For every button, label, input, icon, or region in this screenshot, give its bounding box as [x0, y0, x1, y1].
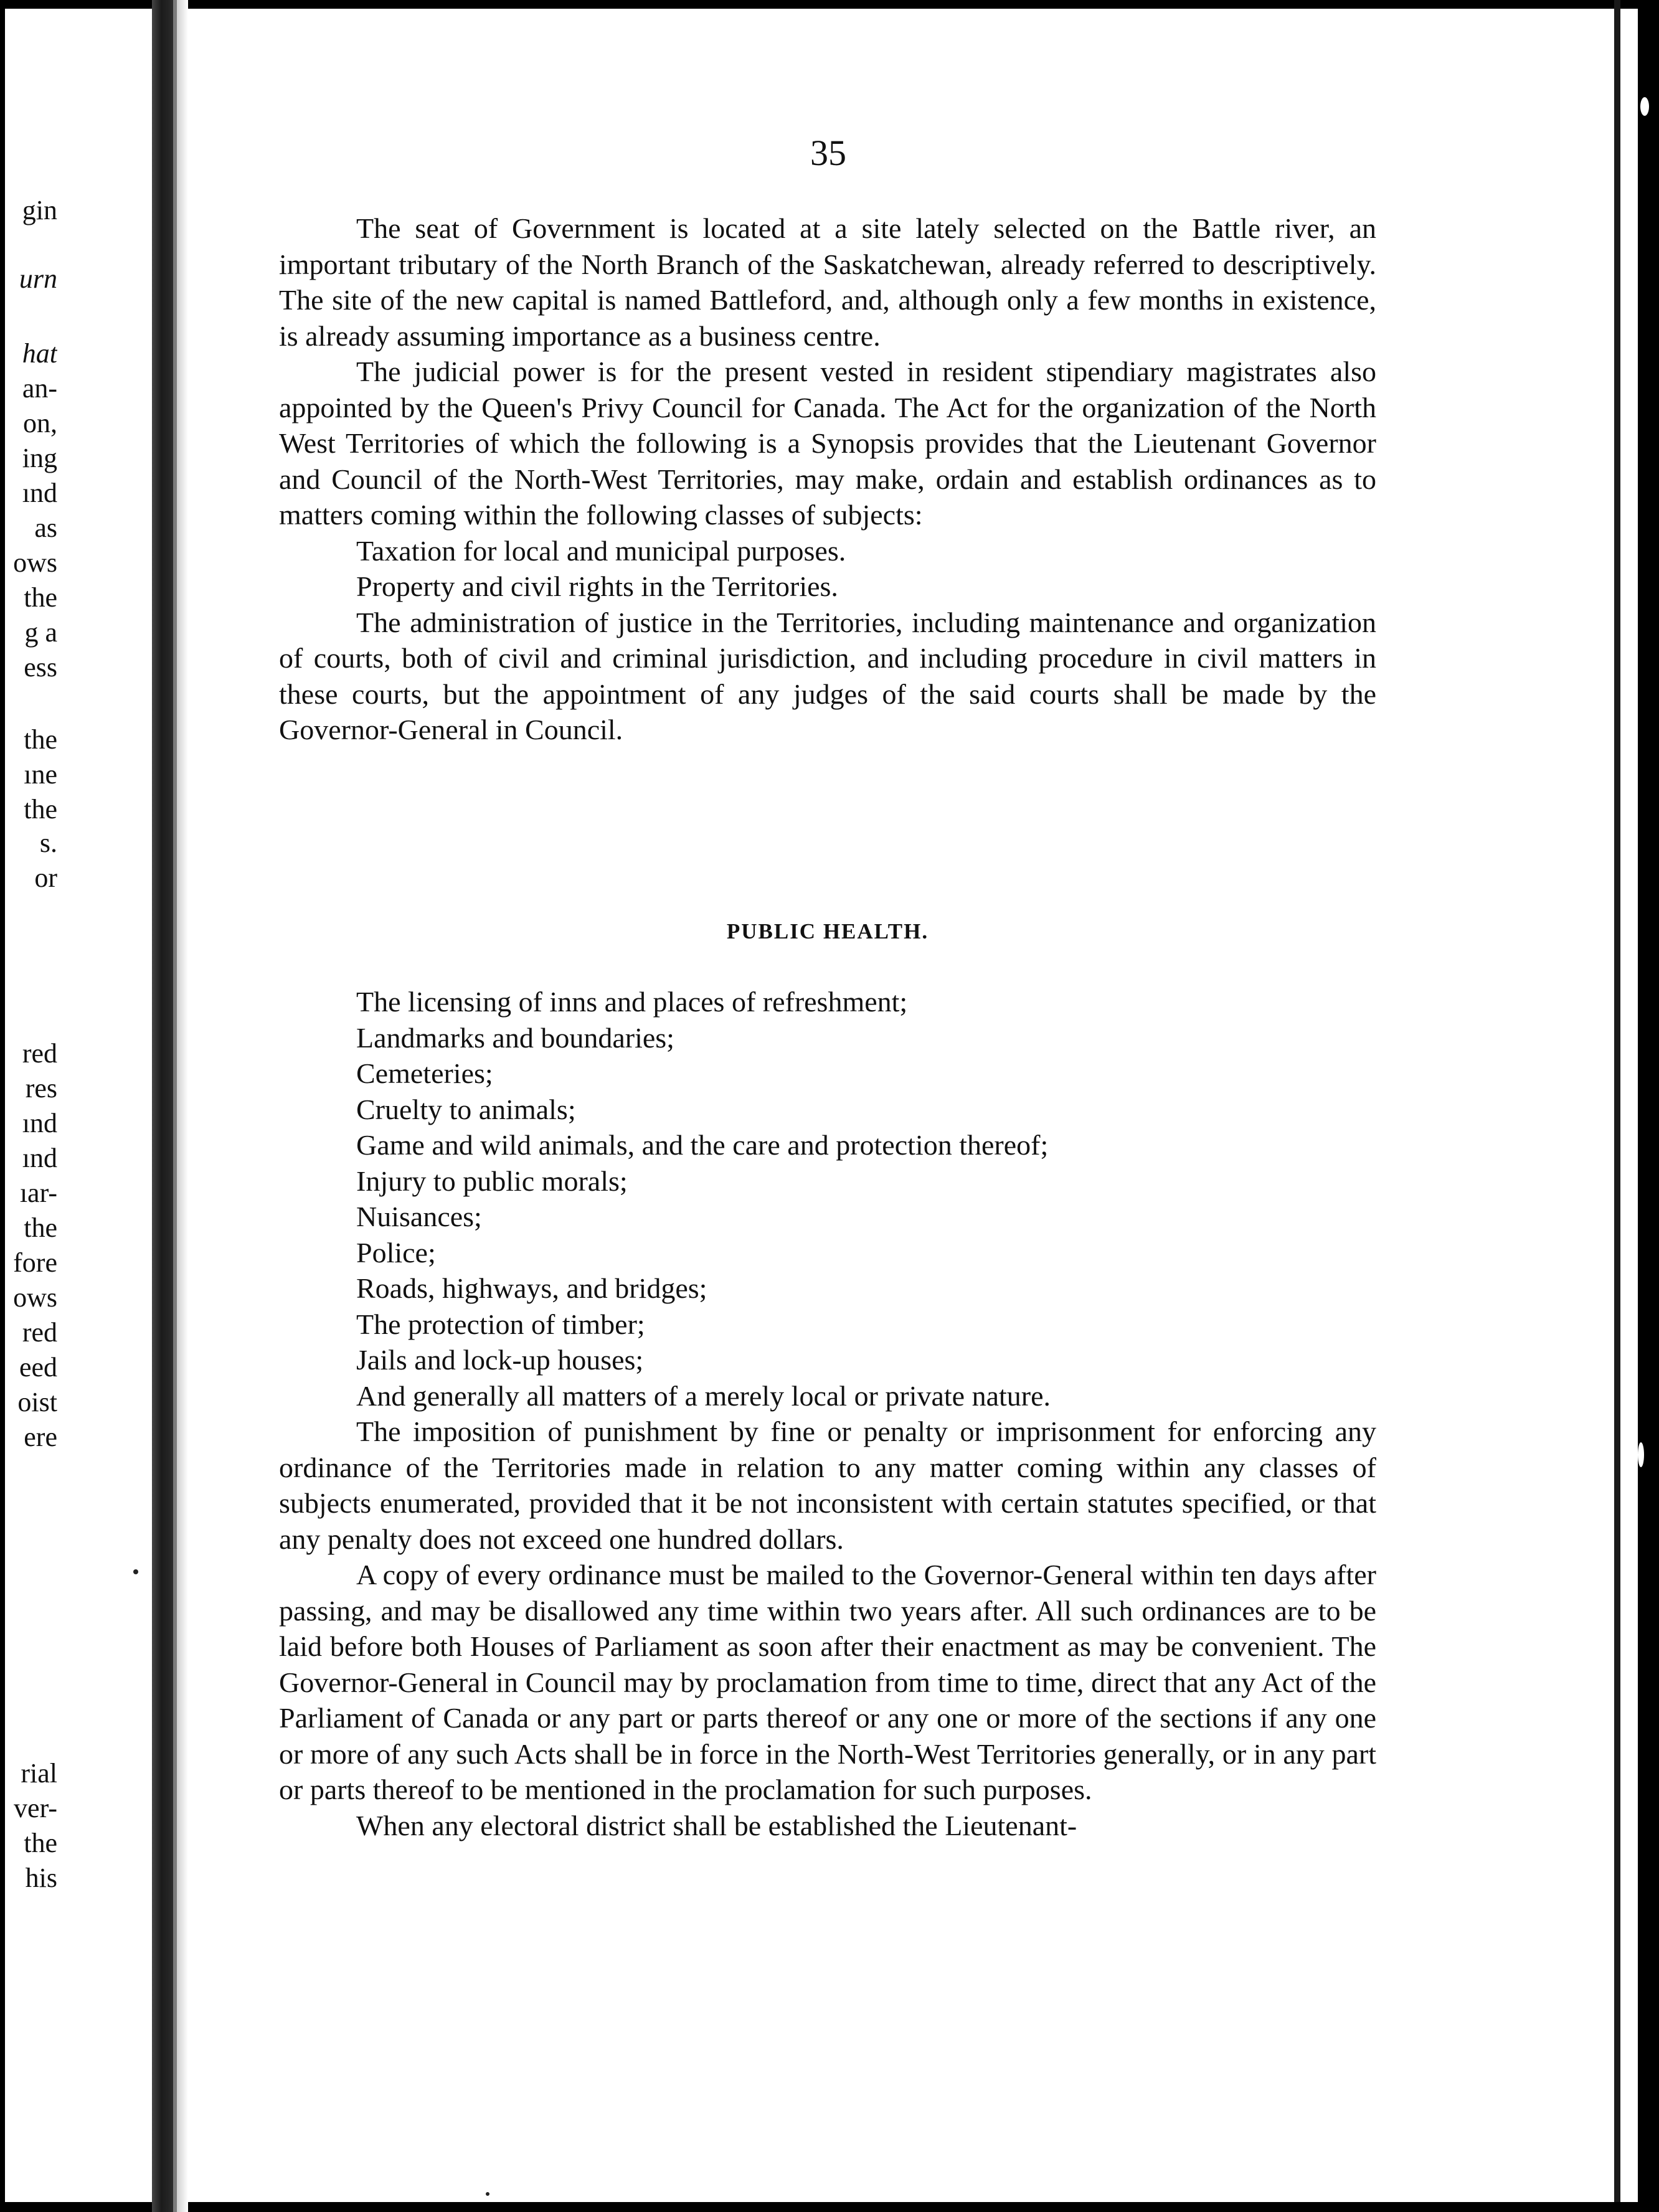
- prev-fragment: s.: [39, 828, 57, 858]
- scan-speck: [1638, 1442, 1644, 1467]
- prev-fragment: red: [22, 1038, 57, 1069]
- prev-fragment: his: [25, 1863, 57, 1893]
- prev-fragment: eed: [19, 1352, 57, 1382]
- prev-fragment: red: [22, 1317, 57, 1348]
- prev-fragment: as: [34, 513, 57, 543]
- list-item: Taxation for local and municipal purposes.: [356, 534, 846, 567]
- prev-fragment: ınd: [22, 1108, 57, 1138]
- list-item: Nuisances;: [356, 1201, 482, 1232]
- page-number: 35: [810, 133, 846, 173]
- prev-fragment: an-: [22, 373, 57, 404]
- prev-fragment: urn: [19, 263, 57, 294]
- paragraph-ordinance-copy: A copy of every ordinance must be mailed to the Governor-General within ten days after passing, and may be disallowed any time within two years after. All such ordinances are to be laid before both Houses of Parliament as soon after their enactment as may be convenient. The Governor-General in Council may by proclamation from time to time, direct that any Act of the Parliament of Canada or any part or parts thereof or any one or more of the sections if any one or more of any such Acts shall be in force in the North-West Territories generally, or in any part or parts thereof to be mentioned in the proclamation for such purposes.: [279, 1559, 1376, 1805]
- list-item: Property and civil rights in the Territories.: [356, 570, 838, 602]
- prev-fragment: oist: [17, 1387, 57, 1417]
- list-item: Cruelty to animals;: [356, 1093, 576, 1125]
- prev-fragment: ıne: [24, 759, 57, 790]
- public-health-section: [279, 984, 1376, 1843]
- list-item: The licensing of inns and places of refreshment;: [356, 986, 908, 1018]
- prev-fragment: ows: [13, 1282, 57, 1313]
- paragraph-punishment: The imposition of punishment by fine or penalty or imprisonment for enforcing any ordinance of the Territories made in relation to any matter coming within any classes of subjects enumerated, provided that it be not inconsistent with certain statutes specified, or that any penalty does not exceed one hundred dollars.: [279, 1416, 1376, 1555]
- prev-fragment: the: [24, 1212, 57, 1243]
- prev-fragment: fore: [13, 1247, 57, 1278]
- list-item: And generally all matters of a merely local or private nature.: [356, 1379, 1051, 1412]
- paragraph-judicial-power: The judicial power is for the present vested in resident stipendiary magistrates also appointed by the Queen's Privy Council for Canada. The Act for the organization of the North West Territories of which the following is a Synopsis provides that the Lieutenant Governor and Council of the North-West Territories, may make, ordain and establish ordinances as to matters coming within the following classes of subjects:: [279, 356, 1376, 531]
- prev-fragment: ess: [24, 652, 57, 683]
- prev-fragment: ere: [24, 1422, 57, 1452]
- prev-fragment: the: [24, 794, 57, 825]
- book-gutter: [152, 0, 173, 2212]
- list-item: Jails and lock-up houses;: [356, 1344, 644, 1376]
- prev-fragment: ows: [13, 547, 57, 578]
- prev-fragment: ınd: [22, 478, 57, 508]
- scan-speck: [1640, 97, 1649, 116]
- prev-fragment: g a: [24, 617, 57, 648]
- scan-border-right: [1638, 0, 1659, 2212]
- prev-fragment: gin: [22, 195, 57, 225]
- scan-border-top: [0, 0, 1659, 9]
- prev-fragment: the: [24, 1828, 57, 1858]
- prev-fragment: res: [25, 1073, 57, 1104]
- list-item: Injury to public morals;: [356, 1165, 628, 1197]
- list-item: Roads, highways, and bridges;: [356, 1272, 707, 1304]
- section-heading-public-health: PUBLIC HEALTH.: [726, 919, 929, 943]
- list-item: Game and wild animals, and the care and protection thereof;: [356, 1129, 1049, 1161]
- list-item: Police;: [356, 1236, 436, 1269]
- scan-speck: [133, 1569, 138, 1574]
- prev-fragment: rial: [21, 1758, 57, 1789]
- prev-fragment: the: [24, 724, 57, 755]
- list-item: The protection of timber;: [356, 1308, 645, 1340]
- page-edge-right: [1614, 0, 1620, 2212]
- prev-fragment: or: [34, 863, 57, 893]
- prev-fragment: ınd: [22, 1143, 57, 1173]
- list-item: Landmarks and boundaries;: [356, 1021, 674, 1054]
- prev-fragment: hat: [22, 338, 57, 369]
- scan-speck: [486, 2192, 489, 2196]
- page-shadow: [177, 0, 188, 2212]
- scan-border-bottom: [0, 2202, 1659, 2212]
- prev-fragment: ıar-: [19, 1178, 57, 1208]
- prev-fragment: ing: [22, 443, 57, 473]
- prev-fragment: ver-: [14, 1793, 57, 1823]
- list-item: Cemeteries;: [356, 1057, 493, 1089]
- paragraph-seat-of-government: The seat of Government is located at a site lately selected on the Battle river, an important tributary of the North Branch of the Saskatchewan, already referred to descriptively. The site of the new capital is named Battleford, and, although only a few months in existence, is already assuming importance as a business centre.: [279, 212, 1376, 352]
- intro-section: [279, 210, 1376, 748]
- paragraph-electoral-district: When any electoral district shall be established the Lieutenant-: [356, 1809, 1077, 1841]
- prev-fragment: the: [24, 582, 57, 613]
- prev-fragment: on,: [23, 408, 57, 438]
- paragraph-administration-of-justice: The administration of justice in the Territories, including maintenance and organization of courts, both of civil and criminal jurisdiction, and including procedure in civil matters in these courts, but the appointment of any judges of the said courts shall be made by the Governor-General in Council.: [279, 606, 1376, 745]
